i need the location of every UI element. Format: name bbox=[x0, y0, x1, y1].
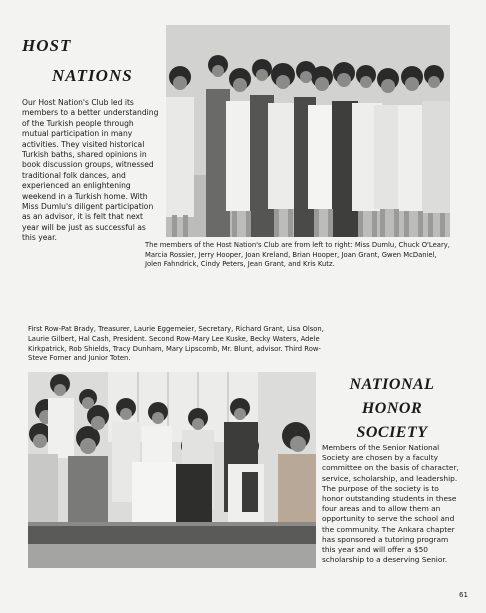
host-nations-club-photo bbox=[166, 25, 450, 237]
page-number: 61 bbox=[459, 591, 468, 599]
host-nations-photo-caption: The members of the Host Nation's Club are from left to right: Miss Dumlu, Chuck O'Leary, Marcia Rossier, Jerry Hooper, Joan Kreland, Brian Hooper, Joan Grant, Gwen McDaniel, Jolen Fahndrick, Cindy Peters, Jean Grant, and Kris Kutz. bbox=[145, 241, 450, 269]
honor-society-title bbox=[322, 373, 462, 445]
honor-society-photo-illustration bbox=[28, 372, 316, 568]
honor-society-body-text: Members of the Senior National Society are chosen by a faculty committee on the basis of character, service, scholarship, and leadership. The purpose of the society is to honor outstanding students in these four areas and to allow them an opportunity to serve the school and the community. The Ankara chapter has sponsored a tutoring program this year and will offer a $50 scholarship to a deserving Senior. bbox=[322, 443, 459, 565]
honor-society-title-line1: NATIONAL bbox=[349, 376, 435, 393]
host-nations-title-line1: HOST bbox=[22, 36, 72, 55]
honor-society-photo bbox=[28, 372, 316, 568]
honor-society-title-line3: SOCIETY bbox=[356, 424, 428, 441]
honor-society-title-line2: HONOR bbox=[361, 400, 423, 417]
host-nations-body-text: Our Host Nation's Club led its members to a better understanding of the Turkish people through mutual participation in many activities. They visited historical Turkish baths, shared opinions in book discussion groups, witnessed traditional folk dances, and experienced an enlightening weekend in a Turkish home. With Miss Dumlu's diligent participation as an advisor, it is felt that next year will be just as successful as this year. bbox=[22, 98, 159, 243]
host-nations-photo-illustration bbox=[166, 25, 450, 237]
honor-society-photo-caption: First Row-Pat Brady, Treasurer, Laurie Eggemeier, Secretary, Richard Grant, Lisa Olson, Laurie Gilbert, Hal Cash, President. Second Row-Mary Lee Kuske, Becky Waters, Adele Kirkpatrick, Rob Shields, Tracy Dunham, Mary Lipscomb, Mr. Blunt, advisor. Third Row-Steve Forner and Junior Toten. bbox=[28, 325, 324, 363]
host-nations-title-line2: NATIONS bbox=[52, 66, 133, 85]
